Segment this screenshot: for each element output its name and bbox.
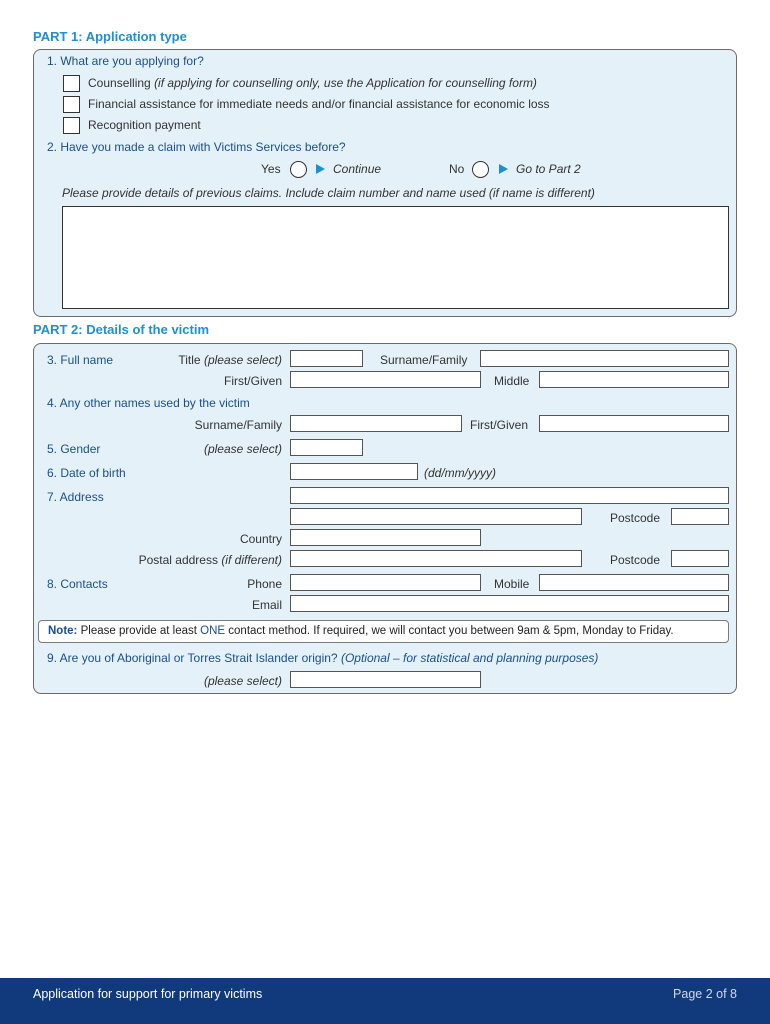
counselling-checkbox[interactable] — [63, 75, 80, 92]
aboriginal-select[interactable] — [290, 671, 481, 688]
yes-radio[interactable] — [290, 161, 307, 178]
country-input[interactable] — [290, 529, 481, 546]
question-6: 6. Date of birth — [47, 466, 126, 480]
other-first-given-input[interactable] — [539, 415, 729, 432]
continue-label: Continue — [333, 162, 382, 176]
contact-note: Note: Please provide at least ONE contact method. If required, we will contact you between 9am & 5pm, Monday to Friday. — [38, 620, 729, 643]
email-label: Email — [251, 598, 282, 612]
email-input[interactable] — [290, 595, 729, 612]
aboriginal-please-select: (please select) — [203, 674, 282, 688]
other-surname-label: Surname/Family — [194, 418, 282, 432]
gender-select[interactable] — [290, 439, 363, 456]
previous-claims-prompt: Please provide details of previous claims. Include claim number and name used (if name is different) — [62, 186, 595, 200]
financial-assistance-checkbox[interactable] — [63, 96, 80, 113]
footer-title: Application for support for primary victims — [33, 987, 263, 1001]
question-2: 2. Have you made a claim with Victims Services before? — [47, 140, 346, 154]
question-8: 8. Contacts — [47, 577, 108, 591]
postcode-input[interactable] — [671, 508, 729, 525]
page-number: Page 2 of 8 — [673, 987, 737, 1001]
question-9: 9. Are you of Aboriginal or Torres Strait Islander origin? (Optional – for statistical and planning purposes) — [47, 651, 599, 665]
question-4: 4. Any other names used by the victim — [47, 396, 250, 410]
page-footer — [0, 978, 770, 1024]
question-3: 3. Full name — [47, 353, 114, 367]
postal-address-input[interactable] — [290, 550, 582, 567]
title-select[interactable] — [290, 350, 363, 367]
postal-postcode-input[interactable] — [671, 550, 729, 567]
arrow-right-icon — [316, 164, 325, 174]
financial-assistance-label: Financial assistance for immediate needs and/or financial assistance for economic loss — [88, 97, 550, 111]
postal-address-label: Postal address (if different) — [138, 553, 282, 567]
middle-label: Middle — [494, 374, 530, 388]
surname-label: Surname/Family — [380, 353, 468, 367]
part2-title: PART 2: Details of the victim — [33, 322, 210, 337]
phone-label: Phone — [247, 577, 282, 591]
no-label: No — [449, 162, 465, 176]
question-7: 7. Address — [47, 490, 104, 504]
first-given-input[interactable] — [290, 371, 481, 388]
date-of-birth-input[interactable] — [290, 463, 418, 480]
surname-input[interactable] — [480, 350, 729, 367]
previous-claims-textarea[interactable] — [62, 206, 729, 309]
middle-input[interactable] — [539, 371, 729, 388]
part1-title: PART 1: Application type — [33, 29, 187, 44]
no-radio[interactable] — [472, 161, 489, 178]
address-line1-input[interactable] — [290, 487, 729, 504]
arrow-right-icon — [499, 164, 508, 174]
question-1: 1. What are you applying for? — [47, 54, 204, 68]
other-surname-input[interactable] — [290, 415, 462, 432]
first-given-label: First/Given — [223, 374, 282, 388]
address-line2-input[interactable] — [290, 508, 582, 525]
postal-postcode-label: Postcode — [610, 553, 661, 567]
yes-label: Yes — [261, 162, 281, 176]
go-to-part2-label: Go to Part 2 — [516, 162, 581, 176]
recognition-payment-checkbox[interactable] — [63, 117, 80, 134]
counselling-label: Counselling (if applying for counselling only, use the Application for counselling form) — [88, 76, 537, 90]
recognition-payment-label: Recognition payment — [88, 118, 201, 132]
mobile-input[interactable] — [539, 574, 729, 591]
date-format-hint: (dd/mm/yyyy) — [424, 466, 496, 480]
phone-input[interactable] — [290, 574, 481, 591]
gender-please-select: (please select) — [203, 442, 282, 456]
title-label: Title (please select) — [178, 353, 282, 367]
postcode-label: Postcode — [610, 511, 661, 525]
question-5: 5. Gender — [47, 442, 101, 456]
mobile-label: Mobile — [494, 577, 530, 591]
other-first-given-label: First/Given — [470, 418, 529, 432]
country-label: Country — [239, 532, 282, 546]
